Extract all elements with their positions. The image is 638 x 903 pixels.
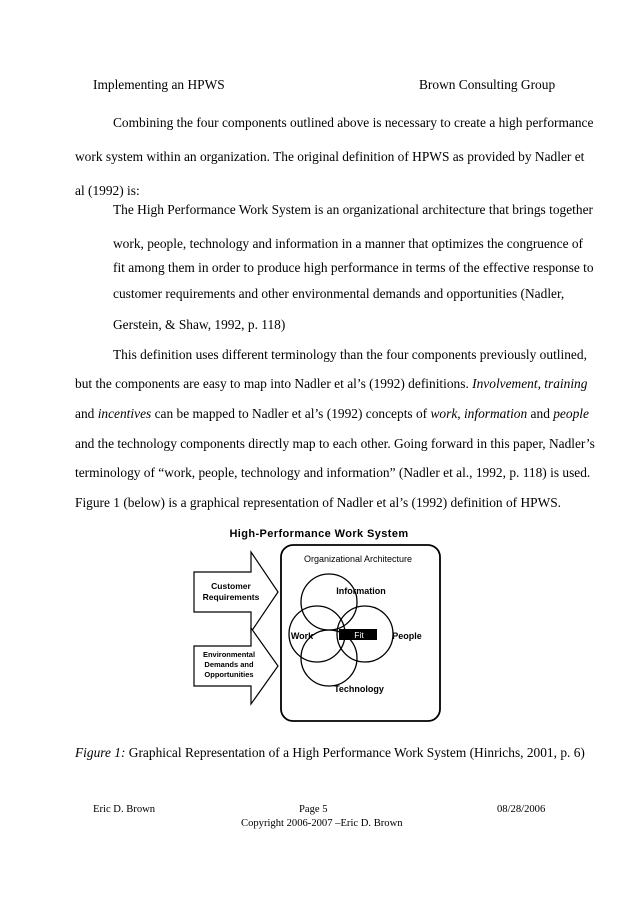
quote-line-5: Gerstein, & Shaw, 1992, p. 118) [113,317,286,332]
fit-label: Fit [354,630,364,640]
figure-caption [75,745,585,761]
arrow-1-line-2: Requirements [202,592,260,602]
hpws-figure [191,524,447,722]
quote-line-2: work, people, technology and information in a manner that optimizes the congruence of [113,236,584,251]
arrow-1-line-1: Customer [211,581,251,591]
quote-line-4: customer requirements and other environmental demands and opportunities (Nadler, [113,286,565,301]
quote-line-1: The High Performance Work System is an organizational architecture that brings together [113,202,593,217]
arrow-2-line-1: Environmental [202,650,256,659]
text-and: and [75,406,98,421]
footer-author: Eric D. Brown [93,804,156,815]
work-label: Work [290,631,314,641]
running-header-left: Implementing an HPWS [93,77,225,92]
organizational-architecture-label: Organizational Architecture [303,554,413,564]
hpws-diagram [191,524,447,722]
paragraph-2-line-2 [75,376,587,392]
paragraph-2-line-1: This definition uses different terminology than the four components previously outlined, [113,347,587,362]
paragraph-2-line-6: Figure 1 (below) is a graphical representation of Nadler et al’s (1992) definition of HPWS. [75,495,562,510]
emphasis-people: people [553,406,589,421]
footer-copyright: Copyright 2006-2007 –Eric D. Brown [241,818,403,829]
figure-title: High-Performance Work System [229,528,409,540]
technology-label: Technology [334,684,384,694]
text-mapped: can be mapped to Nadler et al’s (1992) concepts of [151,406,431,421]
text-and-2: and [527,406,554,421]
paragraph-1-line-3: al (1992) is: [75,183,140,198]
figure-caption-text: Graphical Representation of a High Performance Work System (Hinrichs, 2001, p. 6) [125,745,585,760]
emphasis-work-information: work, information [430,406,528,421]
paragraph-2-line-2-text: but the components are easy to map into Nadler et al’s (1992) definitions. [75,376,473,391]
paragraph-2-line-3 [75,406,589,422]
arrow-2-line-2: Demands and [204,660,254,669]
information-circle [301,574,357,630]
paragraph-2-line-5: terminology of “work, people, technology and information” (Nadler et al., 1992, p. 118) is used. [75,465,591,480]
emphasis-incentives: incentives [97,406,152,421]
paragraph-2-line-4: and the technology components directly map to each other. Going forward in this paper, Nadler’s [75,436,595,451]
people-label: People [392,631,422,641]
running-header-right: Brown Consulting Group [419,77,556,92]
information-label: Information [336,586,386,596]
paragraph-1-line-1: Combining the four components outlined above is necessary to create a high performance [113,115,594,130]
footer-page-number: Page 5 [299,804,328,815]
arrow-2-line-3: Opportunities [204,670,254,679]
figure-caption-label: Figure 1: [75,745,126,760]
paragraph-1-line-2: work system within an organization. The original definition of HPWS as provided by Nadler et [75,149,585,164]
quote-line-3: fit among them in order to produce high performance in terms of the effective response to [113,260,594,275]
emphasis-involvement-training: Involvement, training [472,376,588,391]
footer-date: 08/28/2006 [497,804,546,815]
